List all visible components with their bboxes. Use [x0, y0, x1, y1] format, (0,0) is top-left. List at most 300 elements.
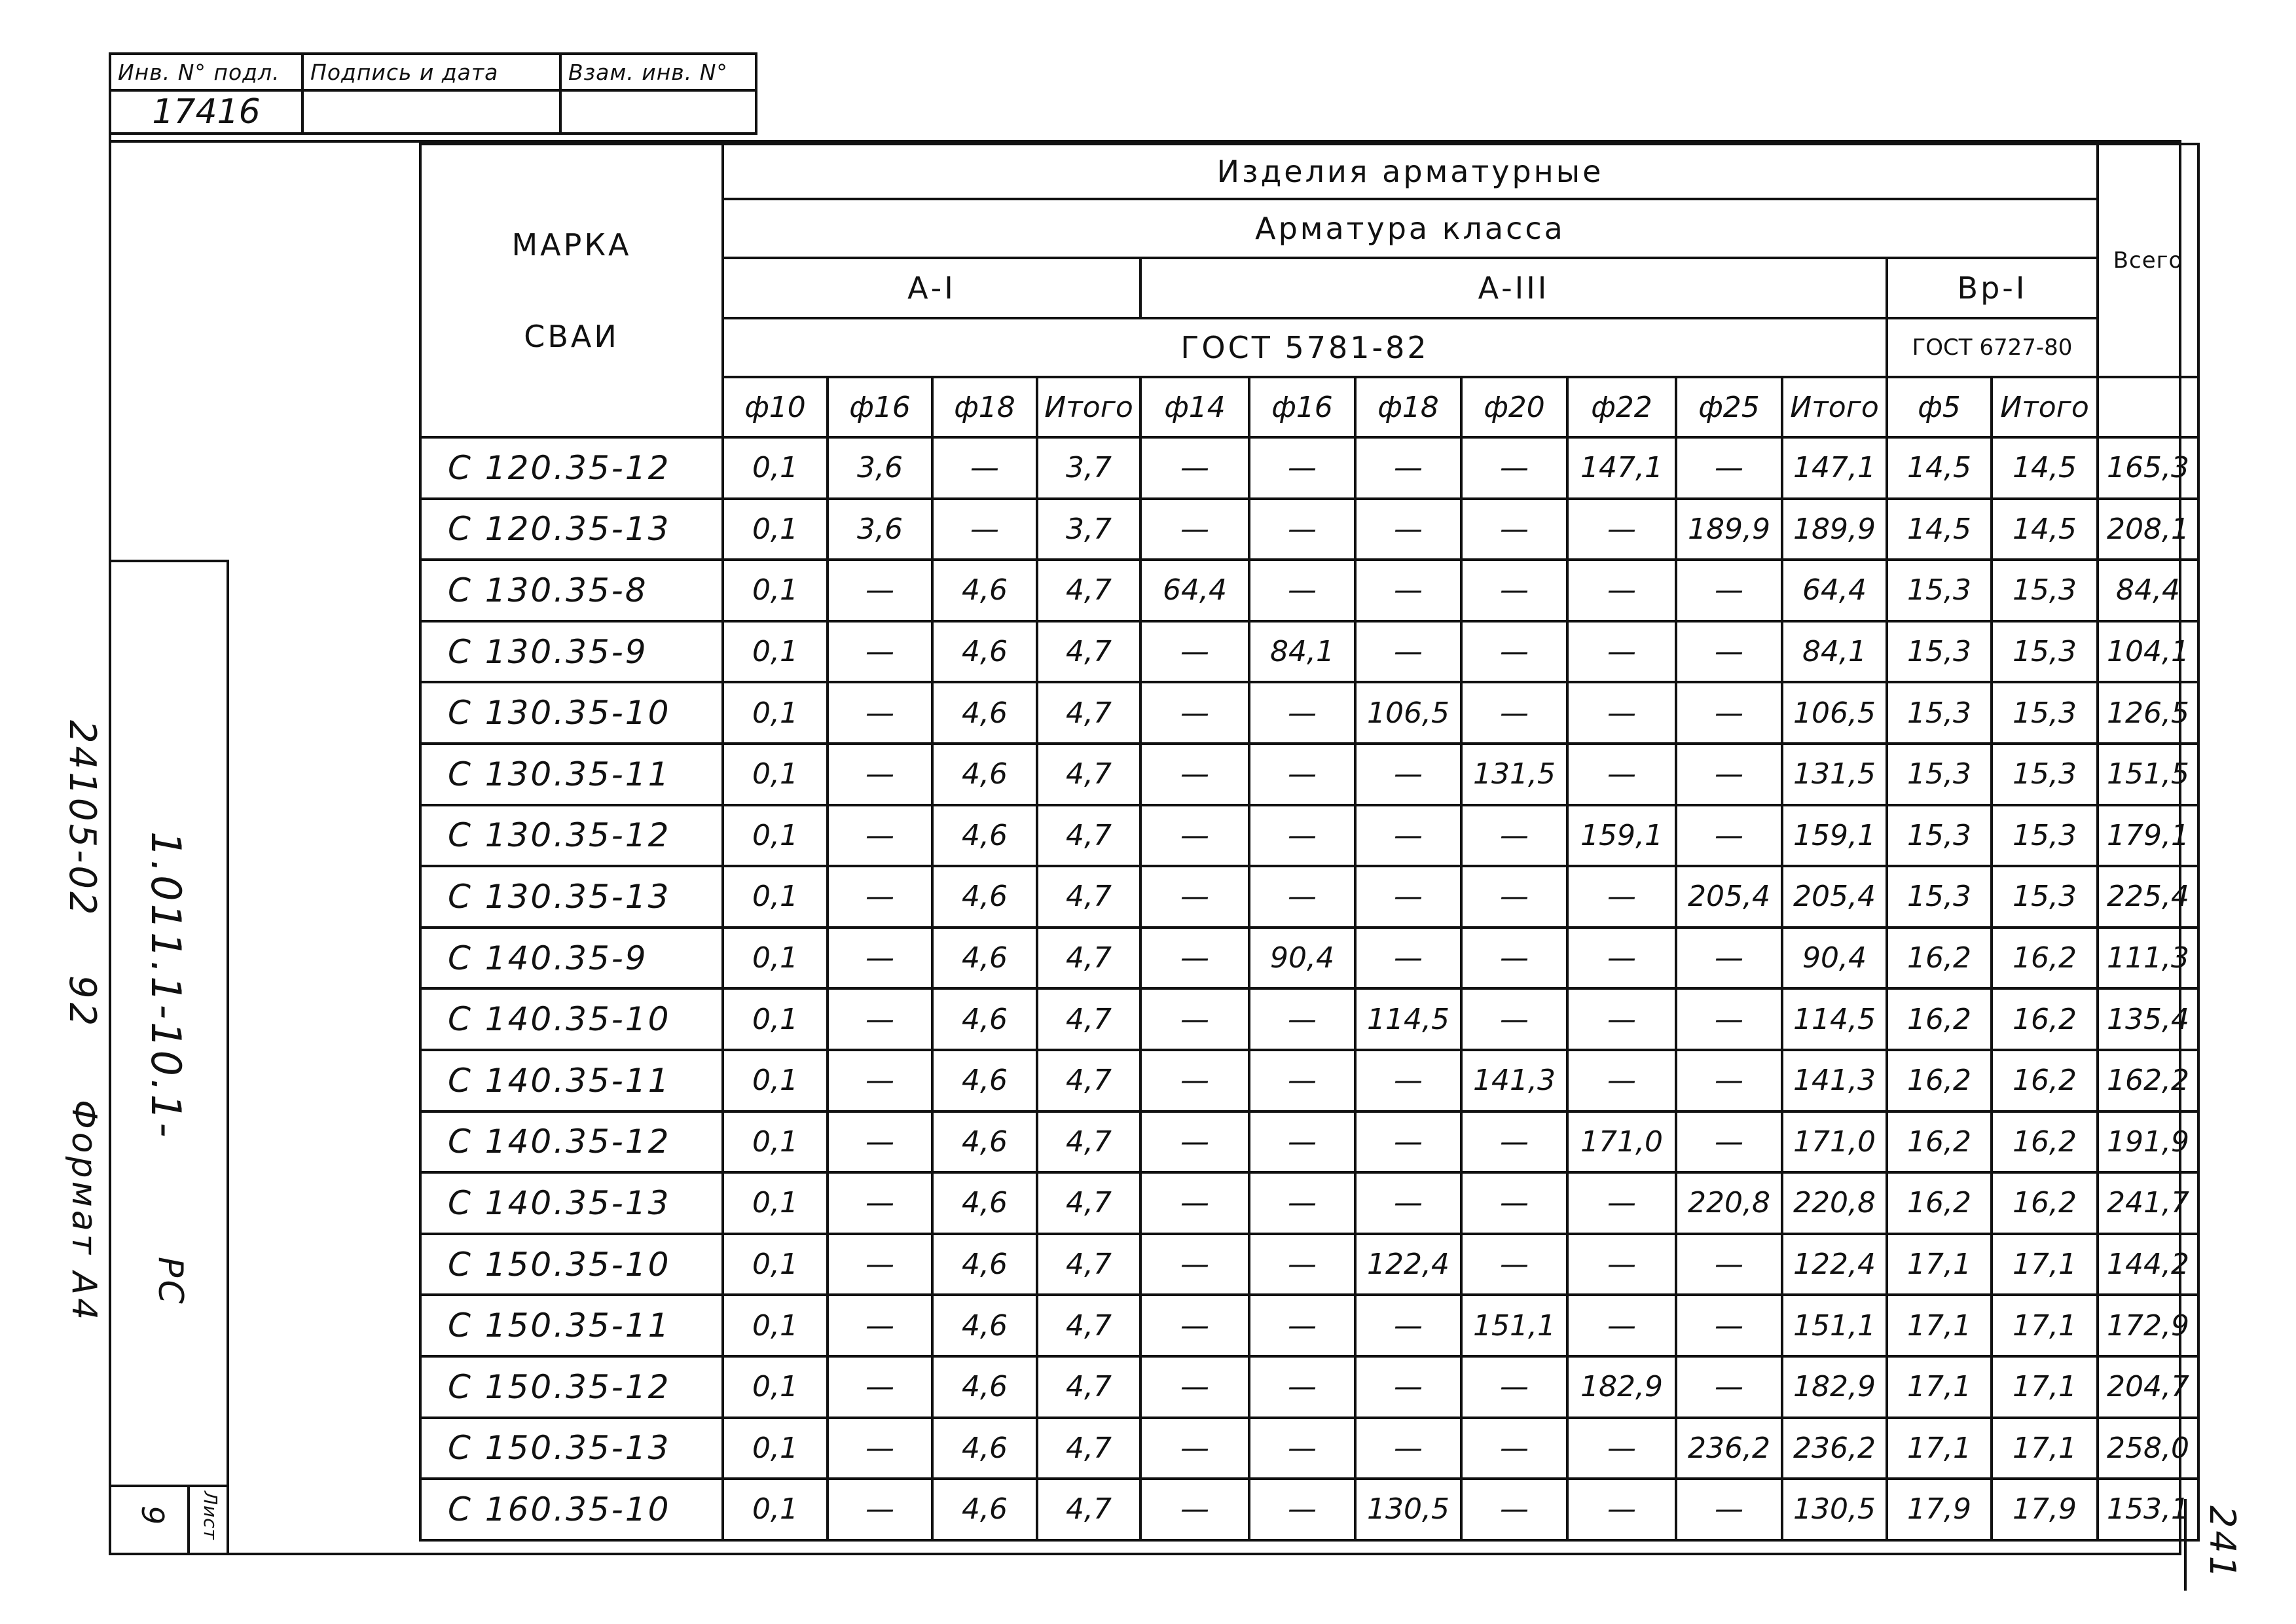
class-bp1-header: Вр-I: [1887, 258, 2098, 318]
value-cell: 4,6: [932, 866, 1037, 928]
value-cell: —: [932, 499, 1037, 560]
value-cell: 141,3: [1782, 1050, 1887, 1111]
value-cell: 4,6: [932, 682, 1037, 744]
value-cell: —: [1676, 988, 1782, 1050]
value-cell: 122,4: [1355, 1234, 1461, 1295]
value-cell: —: [1140, 1111, 1249, 1173]
value-cell: 204,7: [2098, 1356, 2198, 1418]
value-cell: —: [1249, 988, 1355, 1050]
table-row: [420, 988, 2198, 1050]
paper-format: Формат А4: [64, 1100, 103, 1324]
value-cell: 4,7: [1037, 621, 1140, 683]
inv-number-value: 17416: [110, 90, 302, 134]
value-cell: —: [1355, 866, 1461, 928]
value-cell: —: [1567, 1295, 1676, 1356]
value-cell: 0,1: [723, 682, 828, 744]
value-cell: —: [828, 1050, 932, 1111]
value-cell: —: [1355, 1356, 1461, 1418]
value-cell: —: [1567, 988, 1676, 1050]
stage-code: РС: [151, 1257, 190, 1307]
value-cell: —: [828, 928, 932, 989]
table-row: [420, 499, 2198, 560]
value-cell: 15,3: [1887, 621, 1992, 683]
issue-number: 92: [61, 975, 103, 1030]
value-cell: 182,9: [1782, 1356, 1887, 1418]
value-cell: 84,1: [1782, 621, 1887, 683]
value-cell: 64,4: [1782, 560, 1887, 621]
value-cell: 159,1: [1782, 805, 1887, 867]
value-cell: —: [1355, 621, 1461, 683]
value-cell: 4,6: [932, 805, 1037, 867]
value-cell: 114,5: [1355, 988, 1461, 1050]
value-cell: —: [1355, 928, 1461, 989]
value-cell: 14,5: [1887, 437, 1992, 499]
value-cell: —: [1249, 1479, 1355, 1540]
table-row: [420, 560, 2198, 621]
value-cell: 4,6: [932, 1111, 1037, 1173]
value-cell: 241,7: [2098, 1172, 2198, 1234]
pile-mark-cell: С 150.35-13: [420, 1418, 723, 1479]
value-cell: 0,1: [723, 988, 828, 1050]
value-cell: 17,1: [1992, 1356, 2098, 1418]
value-cell: 16,2: [1887, 1050, 1992, 1111]
value-cell: 153,1: [2098, 1479, 2198, 1540]
table-row: [420, 1418, 2198, 1479]
value-cell: 3,7: [1037, 499, 1140, 560]
value-cell: —: [1140, 1295, 1249, 1356]
value-cell: 104,1: [2098, 621, 2198, 683]
value-cell: —: [828, 866, 932, 928]
value-cell: —: [828, 744, 932, 805]
value-cell: 64,4: [1140, 560, 1249, 621]
value-cell: —: [828, 988, 932, 1050]
value-cell: —: [1355, 1418, 1461, 1479]
value-cell: —: [828, 805, 932, 867]
value-cell: —: [828, 621, 932, 683]
value-cell: 17,9: [1992, 1479, 2098, 1540]
value-cell: 225,4: [2098, 866, 2198, 928]
value-cell: 17,1: [1887, 1356, 1992, 1418]
table-row: [420, 1479, 2198, 1540]
table-row: [420, 1050, 2198, 1111]
value-cell: —: [1140, 744, 1249, 805]
value-cell: 15,3: [1992, 560, 2098, 621]
approval-stamp: [109, 52, 757, 135]
pile-mark-cell: С 130.35-13: [420, 866, 723, 928]
value-cell: 17,1: [1992, 1234, 2098, 1295]
value-cell: 4,7: [1037, 1172, 1140, 1234]
value-cell: 3,7: [1037, 437, 1140, 499]
value-cell: 4,7: [1037, 1234, 1140, 1295]
value-cell: —: [1249, 682, 1355, 744]
value-cell: —: [1676, 560, 1782, 621]
value-cell: 122,4: [1782, 1234, 1887, 1295]
value-cell: 90,4: [1782, 928, 1887, 989]
pile-mark-cell: С 140.35-10: [420, 988, 723, 1050]
value-cell: 16,2: [1887, 1111, 1992, 1173]
value-cell: 14,5: [1992, 499, 2098, 560]
side-panel-divider: [227, 560, 229, 1555]
value-cell: 135,4: [2098, 988, 2198, 1050]
value-cell: —: [1355, 437, 1461, 499]
value-cell: 3,6: [828, 499, 932, 560]
inv-number-label: Инв. N° подл.: [110, 54, 302, 90]
value-cell: 14,5: [1992, 437, 2098, 499]
value-cell: —: [1461, 928, 1567, 989]
value-cell: —: [1355, 499, 1461, 560]
value-cell: 16,2: [1887, 988, 1992, 1050]
value-cell: —: [1567, 682, 1676, 744]
value-cell: 4,7: [1037, 1295, 1140, 1356]
value-cell: —: [1676, 1295, 1782, 1356]
pile-mark-cell: С 140.35-11: [420, 1050, 723, 1111]
value-cell: 106,5: [1782, 682, 1887, 744]
value-cell: 182,9: [1567, 1356, 1676, 1418]
sheet-number: 9: [135, 1506, 170, 1525]
value-cell: 0,1: [723, 499, 828, 560]
value-cell: —: [828, 1111, 932, 1173]
value-cell: 4,7: [1037, 988, 1140, 1050]
value-cell: —: [1140, 621, 1249, 683]
col-a1-d10: ф10: [723, 377, 828, 437]
value-cell: 205,4: [1676, 866, 1782, 928]
value-cell: —: [1249, 437, 1355, 499]
value-cell: 179,1: [2098, 805, 2198, 867]
value-cell: 4,7: [1037, 744, 1140, 805]
value-cell: —: [1355, 1172, 1461, 1234]
value-cell: 258,0: [2098, 1418, 2198, 1479]
pile-mark-cell: С 140.35-9: [420, 928, 723, 989]
value-cell: 4,6: [932, 1418, 1037, 1479]
signature-date-label: Подпись и дата: [302, 54, 560, 90]
value-cell: —: [1461, 621, 1567, 683]
value-cell: 15,3: [1887, 805, 1992, 867]
value-cell: —: [1461, 1111, 1567, 1173]
pile-mark-cell: С 150.35-12: [420, 1356, 723, 1418]
col-grand-total-blank: [2098, 377, 2198, 437]
pile-mark-cell: С 130.35-10: [420, 682, 723, 744]
value-cell: 0,1: [723, 866, 828, 928]
value-cell: —: [1461, 1234, 1567, 1295]
value-cell: 0,1: [723, 1172, 828, 1234]
value-cell: 4,7: [1037, 560, 1140, 621]
value-cell: 4,7: [1037, 866, 1140, 928]
value-cell: —: [1140, 988, 1249, 1050]
value-cell: 17,1: [1887, 1234, 1992, 1295]
signature-date-value: [302, 90, 560, 134]
value-cell: 171,0: [1782, 1111, 1887, 1173]
value-cell: 4,7: [1037, 1111, 1140, 1173]
value-cell: —: [1140, 499, 1249, 560]
value-cell: —: [1355, 1295, 1461, 1356]
value-cell: 151,1: [1461, 1295, 1567, 1356]
value-cell: 0,1: [723, 1234, 828, 1295]
value-cell: —: [1249, 866, 1355, 928]
pile-mark-cell: С 140.35-13: [420, 1172, 723, 1234]
value-cell: 4,7: [1037, 805, 1140, 867]
value-cell: —: [1249, 1418, 1355, 1479]
table-row: [420, 744, 2198, 805]
value-cell: —: [828, 1295, 932, 1356]
value-cell: 16,2: [1992, 988, 2098, 1050]
value-cell: 4,7: [1037, 682, 1140, 744]
value-cell: —: [1567, 1172, 1676, 1234]
pile-mark-cell: С 140.35-12: [420, 1111, 723, 1173]
value-cell: 0,1: [723, 560, 828, 621]
value-cell: 4,7: [1037, 1479, 1140, 1540]
value-cell: —: [1249, 560, 1355, 621]
value-cell: —: [828, 1234, 932, 1295]
value-cell: 111,3: [2098, 928, 2198, 989]
value-cell: —: [1567, 928, 1676, 989]
value-cell: 4,6: [932, 1234, 1037, 1295]
value-cell: —: [1355, 1050, 1461, 1111]
value-cell: —: [1249, 805, 1355, 867]
value-cell: 208,1: [2098, 499, 2198, 560]
value-cell: —: [828, 560, 932, 621]
value-cell: —: [1140, 805, 1249, 867]
value-cell: —: [1567, 560, 1676, 621]
col-a3-d20: ф20: [1461, 377, 1567, 437]
value-cell: —: [1140, 928, 1249, 989]
col-a3-d16: ф16: [1249, 377, 1355, 437]
value-cell: —: [1567, 866, 1676, 928]
value-cell: 0,1: [723, 1356, 828, 1418]
value-cell: —: [1567, 621, 1676, 683]
value-cell: —: [1140, 1234, 1249, 1295]
value-cell: 130,5: [1355, 1479, 1461, 1540]
table-row: [420, 682, 2198, 744]
value-cell: 131,5: [1782, 744, 1887, 805]
sheet-box-top: [109, 1485, 229, 1487]
value-cell: —: [1567, 1479, 1676, 1540]
reinforcement-class-header: Арматура класса: [723, 199, 2098, 258]
value-cell: 141,3: [1461, 1050, 1567, 1111]
sheet-box-divider: [187, 1485, 190, 1555]
value-cell: 15,3: [1992, 866, 2098, 928]
pile-mark-cell: С 150.35-10: [420, 1234, 723, 1295]
pile-mark-cell: С 130.35-9: [420, 621, 723, 683]
value-cell: 236,2: [1676, 1418, 1782, 1479]
value-cell: 4,6: [932, 1050, 1037, 1111]
value-cell: 3,6: [828, 437, 932, 499]
value-cell: 0,1: [723, 744, 828, 805]
value-cell: —: [1676, 621, 1782, 683]
value-cell: —: [1140, 1172, 1249, 1234]
value-cell: 189,9: [1676, 499, 1782, 560]
value-cell: —: [828, 1418, 932, 1479]
pile-mark-cell: С 150.35-11: [420, 1295, 723, 1356]
value-cell: 90,4: [1249, 928, 1355, 989]
value-cell: 4,7: [1037, 1418, 1140, 1479]
col-a1-d18: ф18: [932, 377, 1037, 437]
page-number: 241: [2202, 1506, 2243, 1581]
value-cell: 220,8: [1782, 1172, 1887, 1234]
pile-mark-cell: С 130.35-11: [420, 744, 723, 805]
value-cell: —: [1461, 988, 1567, 1050]
value-cell: —: [828, 1356, 932, 1418]
side-panel-top: [109, 560, 229, 562]
value-cell: 0,1: [723, 1050, 828, 1111]
value-cell: 4,6: [932, 1295, 1037, 1356]
value-cell: 0,1: [723, 805, 828, 867]
value-cell: 220,8: [1676, 1172, 1782, 1234]
value-cell: —: [828, 1172, 932, 1234]
value-cell: 4,7: [1037, 1050, 1140, 1111]
pile-mark-cell: С 130.35-12: [420, 805, 723, 867]
value-cell: 14,5: [1887, 499, 1992, 560]
col-a3-d25: ф25: [1676, 377, 1782, 437]
frame-left-border: [109, 52, 111, 1555]
value-cell: —: [1676, 682, 1782, 744]
value-cell: 16,2: [1992, 1111, 2098, 1173]
pile-mark-cell: С 120.35-12: [420, 437, 723, 499]
value-cell: 205,4: [1782, 866, 1887, 928]
value-cell: —: [1355, 805, 1461, 867]
pile-mark-header: [420, 144, 723, 437]
col-a1-d16: ф16: [828, 377, 932, 437]
total-header: Всего: [2098, 144, 2198, 377]
value-cell: —: [1676, 437, 1782, 499]
pile-mark-cell: С 130.35-8: [420, 560, 723, 621]
value-cell: 15,3: [1887, 682, 1992, 744]
value-cell: 4,6: [932, 621, 1037, 683]
value-cell: —: [1461, 499, 1567, 560]
value-cell: —: [1249, 1111, 1355, 1173]
table-row: [420, 1172, 2198, 1234]
value-cell: 0,1: [723, 1295, 828, 1356]
value-cell: 4,7: [1037, 928, 1140, 989]
value-cell: 15,3: [1992, 805, 2098, 867]
value-cell: —: [1567, 499, 1676, 560]
class-a1-header: А-I: [723, 258, 1140, 318]
value-cell: —: [1140, 1479, 1249, 1540]
table-row: [420, 805, 2198, 867]
value-cell: 15,3: [1887, 560, 1992, 621]
col-bp1-total: Итого: [1992, 377, 2098, 437]
value-cell: —: [1461, 560, 1567, 621]
value-cell: 4,6: [932, 560, 1037, 621]
value-cell: 0,1: [723, 437, 828, 499]
value-cell: 17,1: [1992, 1418, 2098, 1479]
value-cell: —: [1140, 1356, 1249, 1418]
value-cell: 16,2: [1887, 928, 1992, 989]
value-cell: 16,2: [1887, 1172, 1992, 1234]
value-cell: —: [932, 437, 1037, 499]
value-cell: —: [1249, 1234, 1355, 1295]
value-cell: —: [1461, 682, 1567, 744]
value-cell: —: [1676, 744, 1782, 805]
value-cell: 4,6: [932, 928, 1037, 989]
value-cell: 151,5: [2098, 744, 2198, 805]
col-a1-total: Итого: [1037, 377, 1140, 437]
value-cell: 0,1: [723, 928, 828, 989]
value-cell: 17,1: [1887, 1418, 1992, 1479]
value-cell: 84,1: [1249, 621, 1355, 683]
table-row: [420, 1111, 2198, 1173]
pile-mark-header-line1: МАРКА: [511, 227, 632, 262]
value-cell: 15,3: [1887, 866, 1992, 928]
class-a3-header: А-III: [1140, 258, 1887, 318]
value-cell: 172,9: [2098, 1295, 2198, 1356]
value-cell: —: [1249, 744, 1355, 805]
table-row: [420, 1234, 2198, 1295]
value-cell: 0,1: [723, 1418, 828, 1479]
value-cell: 126,5: [2098, 682, 2198, 744]
table-body: [420, 437, 2198, 1540]
value-cell: —: [1140, 1050, 1249, 1111]
value-cell: —: [1461, 1418, 1567, 1479]
col-a3-d22: ф22: [1567, 377, 1676, 437]
reinforcement-spec-table: [419, 143, 2200, 1542]
col-bp1-d5: ф5: [1887, 377, 1992, 437]
value-cell: 131,5: [1461, 744, 1567, 805]
value-cell: 84,4: [2098, 560, 2198, 621]
value-cell: —: [1461, 866, 1567, 928]
value-cell: 16,2: [1992, 1050, 2098, 1111]
value-cell: 191,9: [2098, 1111, 2198, 1173]
value-cell: —: [1567, 1418, 1676, 1479]
col-a3-d18: ф18: [1355, 377, 1461, 437]
value-cell: 147,1: [1782, 437, 1887, 499]
gost-5781-header: ГОСТ 5781-82: [723, 318, 1887, 377]
value-cell: 159,1: [1567, 805, 1676, 867]
value-cell: —: [1676, 1050, 1782, 1111]
value-cell: 4,6: [932, 1172, 1037, 1234]
value-cell: —: [1249, 499, 1355, 560]
value-cell: 15,3: [1992, 621, 2098, 683]
table-row: [420, 621, 2198, 683]
table-row: [420, 1356, 2198, 1418]
value-cell: 17,9: [1887, 1479, 1992, 1540]
value-cell: —: [1140, 682, 1249, 744]
value-cell: —: [1461, 805, 1567, 867]
value-cell: —: [1140, 437, 1249, 499]
value-cell: 15,3: [1887, 744, 1992, 805]
table-row: [420, 928, 2198, 989]
value-cell: 0,1: [723, 1479, 828, 1540]
table-row: [420, 866, 2198, 928]
value-cell: 15,3: [1992, 744, 2098, 805]
frame-bottom-border: [109, 1553, 2181, 1555]
value-cell: 4,6: [932, 988, 1037, 1050]
value-cell: —: [1461, 1172, 1567, 1234]
doc-number: 24105-02: [61, 720, 103, 918]
replacement-inv-label: Взам. инв. N°: [560, 54, 756, 90]
value-cell: 144,2: [2098, 1234, 2198, 1295]
pile-mark-cell: С 120.35-13: [420, 499, 723, 560]
table-row: [420, 437, 2198, 499]
sheet-label: Лист: [200, 1491, 221, 1540]
value-cell: 171,0: [1567, 1111, 1676, 1173]
value-cell: 16,2: [1992, 1172, 2098, 1234]
pile-mark-cell: С 160.35-10: [420, 1479, 723, 1540]
value-cell: 0,1: [723, 1111, 828, 1173]
value-cell: —: [1567, 1234, 1676, 1295]
value-cell: —: [1249, 1172, 1355, 1234]
value-cell: —: [1676, 1356, 1782, 1418]
value-cell: 151,1: [1782, 1295, 1887, 1356]
value-cell: —: [1461, 1356, 1567, 1418]
value-cell: 4,6: [932, 744, 1037, 805]
value-cell: —: [1461, 1479, 1567, 1540]
products-header: Изделия арматурные: [723, 144, 2098, 199]
gost-6727-header: ГОСТ 6727-80: [1887, 318, 2098, 377]
value-cell: 17,1: [1887, 1295, 1992, 1356]
value-cell: 165,3: [2098, 437, 2198, 499]
value-cell: —: [1355, 744, 1461, 805]
value-cell: 130,5: [1782, 1479, 1887, 1540]
